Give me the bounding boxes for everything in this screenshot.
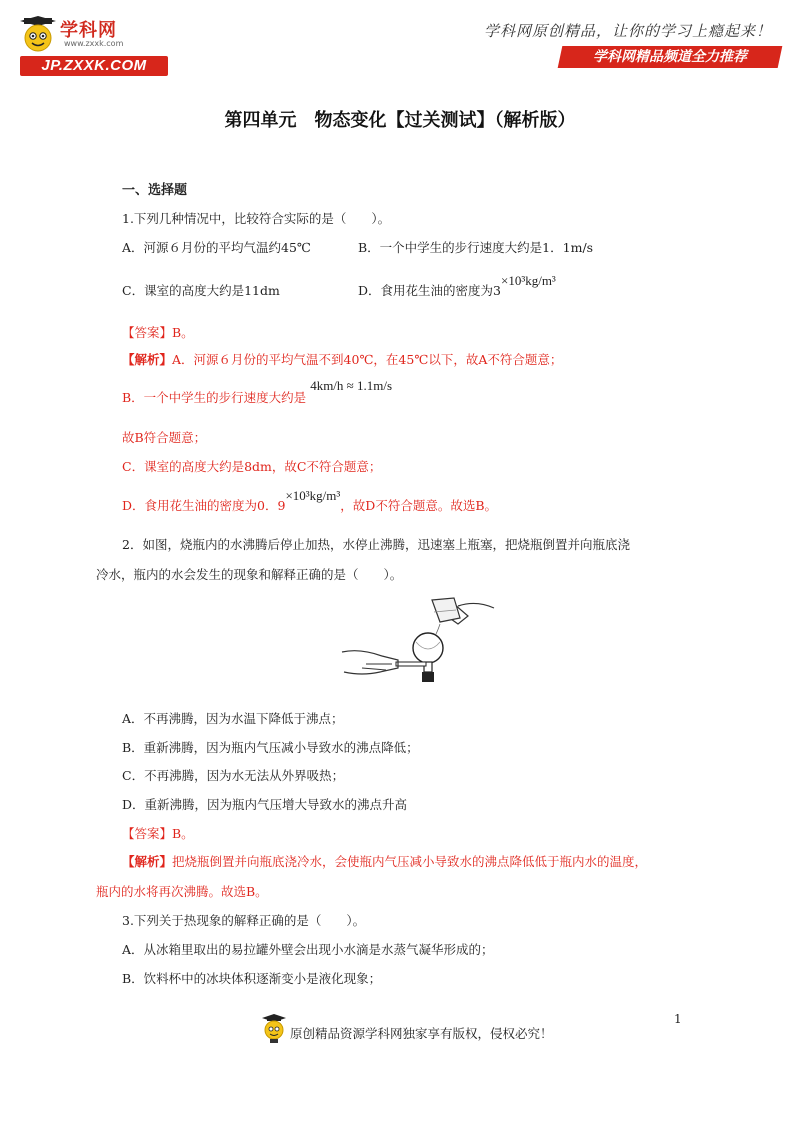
section-heading: 一、选择题 bbox=[122, 183, 188, 198]
q2-option-b: B．重新沸腾，因为瓶内气压减小导致水的沸点降低； bbox=[122, 740, 419, 755]
page-number: 1 bbox=[674, 1012, 682, 1026]
q1-analysis-text-1: A．河源６月份的平均气温不到40℃，在45℃以下，故A不符合题意； bbox=[172, 352, 563, 367]
q1-analysis-text-5: D．食用花生油的密度为0．9 bbox=[122, 498, 286, 513]
boiling-flask-illustration bbox=[336, 594, 504, 686]
q2-answer: 【答案】B。 bbox=[122, 826, 194, 841]
mascot-icon bbox=[18, 16, 58, 56]
q1-analysis-formula-5: ×10³kg/m³ bbox=[285, 488, 341, 503]
logo-brand-text: 学科网 bbox=[60, 20, 117, 41]
q1-analysis-label: 【解析】 bbox=[122, 352, 173, 367]
q1-option-d-formula: ×10³kg/m³ bbox=[500, 273, 556, 288]
q2-analysis-text-1: 把烧瓶倒置并向瓶底浇冷水，会使瓶内气压减小导致水的沸点降低低于瓶内水的温度， bbox=[172, 854, 648, 869]
header-slogan: 学科网原创精品，让你的学习上瘾起来！ bbox=[483, 22, 772, 40]
q1-option-d bbox=[358, 273, 556, 300]
q1-analysis-line-2 bbox=[122, 378, 393, 407]
q1-analysis-line-4: C．课室的高度大约是8dm，故C不符合题意； bbox=[122, 459, 382, 474]
q2-stem-line-1: 2．如图，烧瓶内的水沸腾后停止加热，水停止沸腾，迅速塞上瓶塞，把烧瓶倒置并向瓶底浇 bbox=[122, 537, 630, 552]
copyright-footer bbox=[262, 1010, 662, 1050]
q1-answer: 【答案】B。 bbox=[122, 325, 194, 340]
q3-option-b: B．饮料杯中的冰块体积逐渐变小是液化现象； bbox=[122, 971, 382, 986]
q3-stem: 3.下列关于热现象的解释正确的是（ ）。 bbox=[122, 913, 366, 928]
header-banner-text: 学科网精品频道全力推荐 bbox=[593, 49, 747, 65]
q1-option-c: C．课室的高度大约是11dm bbox=[122, 283, 280, 298]
q2-option-c: C．不再沸腾，因为水无法从外界吸热； bbox=[122, 768, 345, 783]
q2-analysis-line-2: 瓶内的水将再次沸腾。故选B。 bbox=[96, 884, 268, 899]
zxxk-logo[interactable] bbox=[14, 12, 164, 74]
q1-analysis-line-1 bbox=[122, 351, 562, 369]
q1-stem: 1.下列几种情况中，比较符合实际的是（ ）。 bbox=[122, 211, 391, 226]
q1-analysis-line-5 bbox=[122, 488, 498, 515]
q1-analysis-tail-5: ，故D不符合题意。故选B。 bbox=[340, 498, 498, 513]
q1-option-a: A．河源６月份的平均气温约45℃ bbox=[122, 240, 311, 255]
q1-analysis-text-2: B．一个中学生的步行速度大约是 bbox=[122, 390, 307, 405]
q3-option-a: A．从冰箱里取出的易拉罐外壁会出现小水滴是水蒸气凝华形成的； bbox=[122, 942, 494, 957]
q1-option-b: B．一个中学生的步行速度大约是1．1m/s bbox=[358, 240, 594, 255]
logo-jp-badge: JP.ZXXK.COM bbox=[20, 56, 168, 76]
q1-analysis-formula-2: 4km/h ≈ 1.1m/s bbox=[310, 378, 393, 393]
q2-option-a: A．不再沸腾，因为水温下降低于沸点； bbox=[122, 711, 344, 726]
q2-stem-line-2: 冷水，瓶内的水会发生的现象和解释正确的是（ ）。 bbox=[96, 567, 403, 582]
q2-analysis-line-1 bbox=[122, 853, 647, 871]
page-title: 第四单元 物态变化【过关测试】（解析版） bbox=[224, 110, 576, 131]
q2-option-d: D．重新沸腾，因为瓶内气压增大导致水的沸点升高 bbox=[122, 797, 408, 812]
q2-analysis-label: 【解析】 bbox=[122, 854, 173, 869]
footer-copyright-text: 原创精品资源学科网独家享有版权，侵权必究！ bbox=[290, 1026, 553, 1041]
q1-analysis-line-3: 故B符合题意； bbox=[122, 430, 207, 445]
header-banner bbox=[558, 46, 783, 68]
mascot-icon bbox=[262, 1014, 286, 1044]
logo-url-text: www.zxxk.com bbox=[64, 39, 124, 48]
q1-option-d-text: D．食用花生油的密度为3 bbox=[358, 283, 501, 298]
